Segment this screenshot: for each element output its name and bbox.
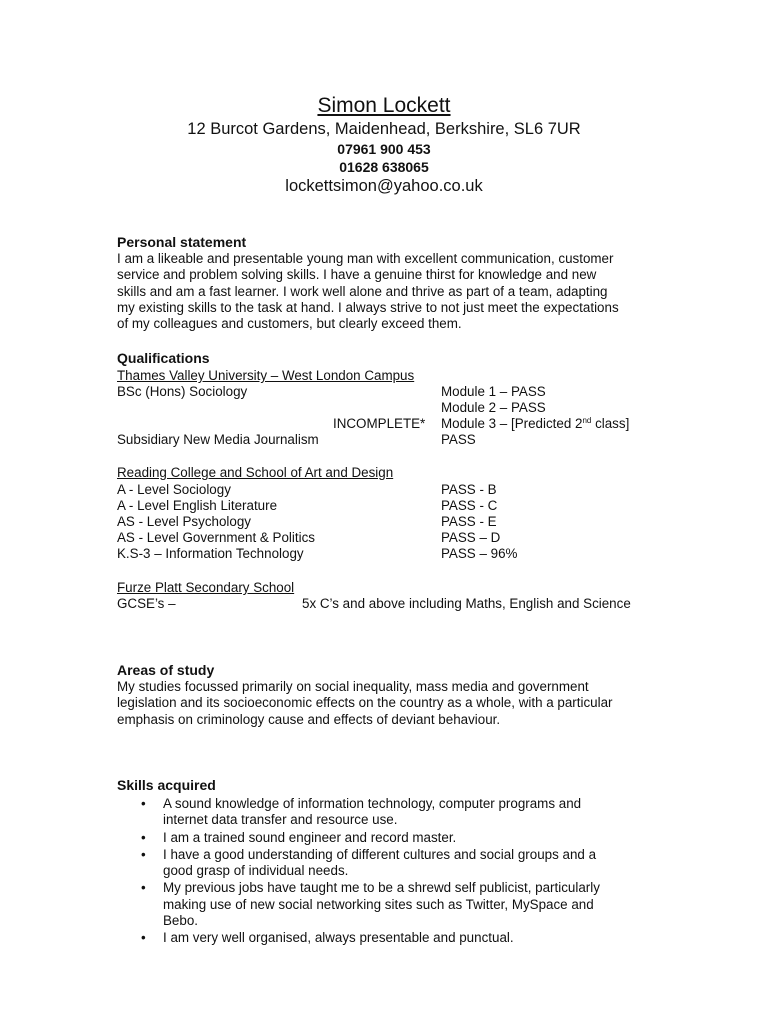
skill-line: I am a trained sound engineer and record master. (163, 829, 457, 845)
skill-item (117, 830, 657, 846)
skill-line: making use of new social networking sites such as Twitter, MySpace and (163, 896, 594, 912)
skill-item (117, 847, 657, 880)
skill-item (117, 930, 657, 946)
skill-line: A sound knowledge of information technology, computer programs and (163, 796, 582, 811)
bullet-icon: • (141, 829, 146, 845)
statement-line: skills and am a fast learner. I work well alone and thrive as part of a team, adapting (117, 283, 608, 299)
qualification-result: PASS – D (441, 530, 501, 545)
study-line: emphasis on criminology cause and effects of deviant behaviour. (117, 711, 501, 727)
institution-tvu: Thames Valley University – West London Campus (117, 368, 415, 383)
contact-header (0, 93, 768, 197)
candidate-name: Simon Lockett (317, 94, 451, 117)
statement-line: of my colleagues and customers, but clearly exceed them. (117, 316, 462, 332)
gcse-label: GCSE’s – (117, 596, 176, 611)
skill-item (117, 796, 657, 829)
statement-line: I am a likeable and presentable young man with excellent communication, customer (117, 251, 614, 266)
qualification-subject: A - Level English Literature (117, 498, 278, 513)
bullet-icon: • (141, 880, 146, 896)
home-phone: 01628 638065 (339, 159, 429, 175)
study-line: legislation and its socioeconomic effects on the country as a whole, with a particular (117, 695, 613, 711)
module-3-class: class] (591, 416, 630, 431)
skill-item (117, 880, 657, 929)
institution-reading: Reading College and School of Art and Design (117, 465, 394, 480)
module-1-result: Module 1 – PASS (441, 384, 546, 399)
skill-line: good grasp of individual needs. (163, 863, 349, 879)
incomplete-label: INCOMPLETE* (333, 416, 426, 431)
qualification-result: PASS - C (441, 498, 498, 513)
skill-line: internet data transfer and resource use. (163, 812, 398, 828)
skills-list (117, 796, 657, 948)
study-line: My studies focussed primarily on social inequality, mass media and government (117, 679, 589, 694)
qualification-subject: AS - Level Government & Politics (117, 530, 315, 545)
skills-heading: Skills acquired (117, 777, 216, 793)
institution-furze-platt: Furze Platt Secondary School (117, 580, 295, 595)
email-address: lockettsimon@yahoo.co.uk (285, 177, 483, 195)
module-3-result (441, 416, 629, 432)
address: 12 Burcot Gardens, Maidenhead, Berkshire, SL6 7UR (187, 120, 581, 138)
mobile-phone: 07961 900 453 (337, 141, 431, 157)
subsidiary-subject: Subsidiary New Media Journalism (117, 432, 319, 447)
skill-line: My previous jobs have taught me to be a shrewd self publicist, particularly (163, 880, 600, 896)
qualification-subject: A - Level Sociology (117, 482, 231, 497)
degree-title: BSc (Hons) Sociology (117, 384, 248, 399)
bullet-icon: • (141, 846, 146, 862)
module-3-text: Module 3 – [Predicted 2 (441, 416, 583, 431)
subsidiary-result: PASS (441, 432, 476, 447)
module-2-result: Module 2 – PASS (441, 400, 546, 415)
bullet-icon: • (141, 930, 146, 946)
ordinal-suffix: nd (582, 416, 592, 425)
gcse-result: 5x C’s and above including Maths, English and Science (302, 596, 631, 611)
skill-line: Bebo. (163, 913, 198, 929)
qualifications-heading: Qualifications (117, 350, 210, 366)
qualification-subject: AS - Level Psychology (117, 514, 251, 529)
areas-of-study-heading: Areas of study (117, 662, 215, 678)
bullet-icon: • (141, 796, 146, 811)
qualification-result: PASS – 96% (441, 546, 518, 561)
qualification-subject: K.S-3 – Information Technology (117, 546, 304, 561)
personal-statement-heading: Personal statement (117, 234, 247, 250)
skill-line: I am very well organised, always presentable and punctual. (163, 930, 514, 946)
areas-of-study-text (117, 679, 662, 728)
qualification-result: PASS - E (441, 514, 497, 529)
statement-line: service and problem solving skills. I have a genuine thirst for knowledge and new (117, 267, 597, 283)
personal-statement-text (117, 251, 662, 332)
skill-line: I have a good understanding of different cultures and social groups and a (163, 846, 597, 862)
statement-line: my existing skills to the task at hand. I always strive to not just meet the expectations (117, 299, 619, 315)
qualification-result: PASS - B (441, 482, 497, 497)
